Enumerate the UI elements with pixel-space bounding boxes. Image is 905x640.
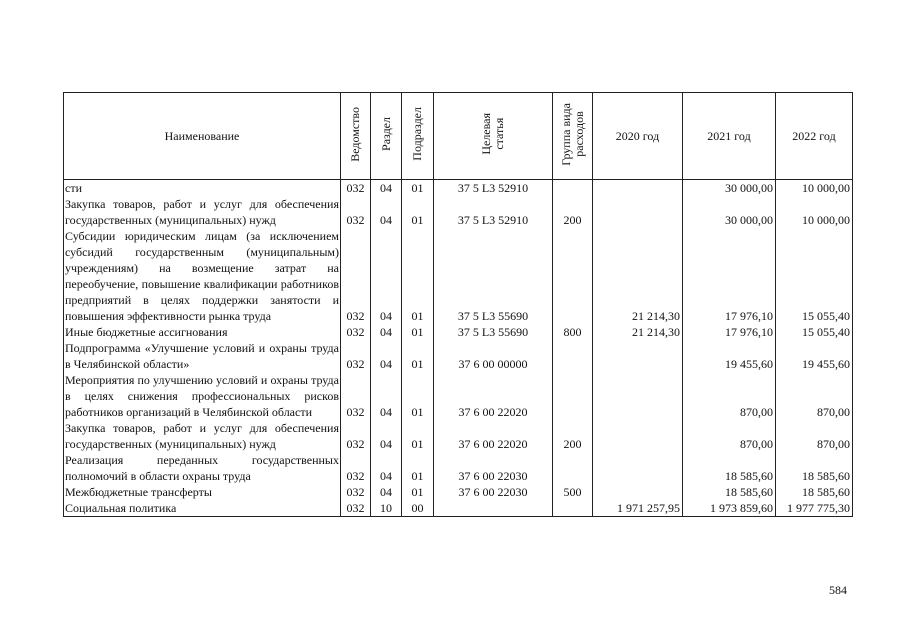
row-name: Закупка товаров, работ и услуг для обеспечения государственных (муниципальных) нужд: [65, 421, 339, 451]
row-name: Подпрограмма «Улучшение условий и охраны труда в Челябинской области»: [65, 341, 339, 371]
row-subsection: 01: [402, 372, 434, 420]
header-2020: 2020 год: [593, 93, 683, 180]
row-2020: 21 214,30: [593, 324, 683, 340]
row-2020: 1 971 257,95: [593, 500, 683, 517]
row-2020: [593, 420, 683, 452]
row-2021: 30 000,00: [683, 180, 776, 197]
row-2022: 18 585,60: [776, 484, 853, 500]
table-row: [64, 372, 853, 420]
row-section: 04: [371, 372, 402, 420]
row-subsection: 01: [402, 420, 434, 452]
row-subsection: 01: [402, 196, 434, 228]
row-2022: 19 455,60: [776, 340, 853, 372]
row-group: [553, 180, 593, 197]
page-number: 584: [829, 583, 847, 597]
row-2021: 870,00: [683, 372, 776, 420]
row-section: 04: [371, 484, 402, 500]
row-subsection: 01: [402, 340, 434, 372]
row-2021: 30 000,00: [683, 196, 776, 228]
row-target: 37 5 L3 52910: [434, 180, 553, 197]
row-subsection: 01: [402, 324, 434, 340]
row-target: [434, 500, 553, 517]
row-target: 37 5 L3 55690: [434, 228, 553, 324]
table-row: [64, 228, 853, 324]
row-2021: 18 585,60: [683, 452, 776, 484]
row-name: Закупка товаров, работ и услуг для обеспечения государственных (муниципальных) нужд: [65, 197, 339, 227]
row-section: 04: [371, 180, 402, 197]
row-2022: 870,00: [776, 420, 853, 452]
table-row: [64, 420, 853, 452]
row-2020: [593, 340, 683, 372]
row-2021: 17 976,10: [683, 228, 776, 324]
header-name: Наименование: [64, 93, 341, 180]
row-section: 04: [371, 452, 402, 484]
row-2020: 21 214,30: [593, 228, 683, 324]
row-target: 37 6 00 22030: [434, 452, 553, 484]
row-dept: 032: [341, 180, 371, 197]
row-section: 10: [371, 500, 402, 517]
row-dept: 032: [341, 420, 371, 452]
table-row: [64, 500, 853, 517]
row-2020: [593, 180, 683, 197]
row-name: Реализация переданных государственных полномочий в области охраны труда: [65, 453, 339, 483]
row-name: Мероприятия по улучшению условий и охраны труда в целях снижения профессиональных рисков работников организаций в Челябинской области: [65, 373, 339, 419]
row-group: 500: [553, 484, 593, 500]
row-target: 37 6 00 00000: [434, 340, 553, 372]
row-group: [553, 452, 593, 484]
header-expense-group: Группа вида расходов: [553, 93, 593, 180]
row-name: Иные бюджетные ассигнования: [64, 324, 341, 340]
header-2021: 2021 год: [683, 93, 776, 180]
header-section: Раздел: [371, 93, 402, 180]
row-target: 37 6 00 22030: [434, 484, 553, 500]
header-2022: 2022 год: [776, 93, 853, 180]
row-subsection: 01: [402, 484, 434, 500]
header-subsection: Подраздел: [402, 93, 434, 180]
row-name: Субсидии юридическим лицам (за исключением субсидий государственным (муниципальным) учреждениям) на возмещение затрат на переобучение, повышение квалификации работников предприятий в целях поддержки занятости и повышения эффективности рынка труда: [65, 229, 339, 323]
row-dept: 032: [341, 340, 371, 372]
row-2020: [593, 372, 683, 420]
row-section: 04: [371, 340, 402, 372]
table-header-row: [64, 93, 853, 180]
row-2021: 1 973 859,60: [683, 500, 776, 517]
table-row: [64, 180, 853, 197]
row-section: 04: [371, 420, 402, 452]
row-group: [553, 228, 593, 324]
row-dept: 032: [341, 452, 371, 484]
table-row: [64, 324, 853, 340]
row-dept: 032: [341, 500, 371, 517]
row-target: 37 6 00 22020: [434, 420, 553, 452]
table-row: [64, 340, 853, 372]
row-subsection: 00: [402, 500, 434, 517]
row-group: 200: [553, 420, 593, 452]
row-dept: 032: [341, 484, 371, 500]
row-section: 04: [371, 228, 402, 324]
row-2021: 19 455,60: [683, 340, 776, 372]
row-target: 37 5 L3 55690: [434, 324, 553, 340]
row-dept: 032: [341, 372, 371, 420]
row-2022: 15 055,40: [776, 228, 853, 324]
row-2020: [593, 484, 683, 500]
row-2020: [593, 452, 683, 484]
row-subsection: 01: [402, 452, 434, 484]
row-2020: [593, 196, 683, 228]
row-group: 800: [553, 324, 593, 340]
row-target: 37 5 L3 52910: [434, 196, 553, 228]
row-dept: 032: [341, 228, 371, 324]
row-dept: 032: [341, 196, 371, 228]
row-2021: 18 585,60: [683, 484, 776, 500]
row-subsection: 01: [402, 228, 434, 324]
row-2022: 870,00: [776, 372, 853, 420]
row-section: 04: [371, 196, 402, 228]
row-2022: 10 000,00: [776, 180, 853, 197]
row-2021: 17 976,10: [683, 324, 776, 340]
table-row: [64, 196, 853, 228]
row-name: Социальная политика: [64, 500, 341, 517]
row-2022: 1 977 775,30: [776, 500, 853, 517]
row-group: 200: [553, 196, 593, 228]
row-2022: 15 055,40: [776, 324, 853, 340]
row-group: [553, 500, 593, 517]
row-group: [553, 372, 593, 420]
row-name: сти: [64, 180, 341, 197]
row-section: 04: [371, 324, 402, 340]
row-2021: 870,00: [683, 420, 776, 452]
header-dept: Ведомство: [341, 93, 371, 180]
row-target: 37 6 00 22020: [434, 372, 553, 420]
row-subsection: 01: [402, 180, 434, 197]
header-target: Целевая статья: [434, 93, 553, 180]
table-row: [64, 452, 853, 484]
row-name: Межбюджетные трансферты: [64, 484, 341, 500]
row-2022: 18 585,60: [776, 452, 853, 484]
row-dept: 032: [341, 324, 371, 340]
budget-table: [63, 92, 853, 517]
row-2022: 10 000,00: [776, 196, 853, 228]
table-row: [64, 484, 853, 500]
row-group: [553, 340, 593, 372]
